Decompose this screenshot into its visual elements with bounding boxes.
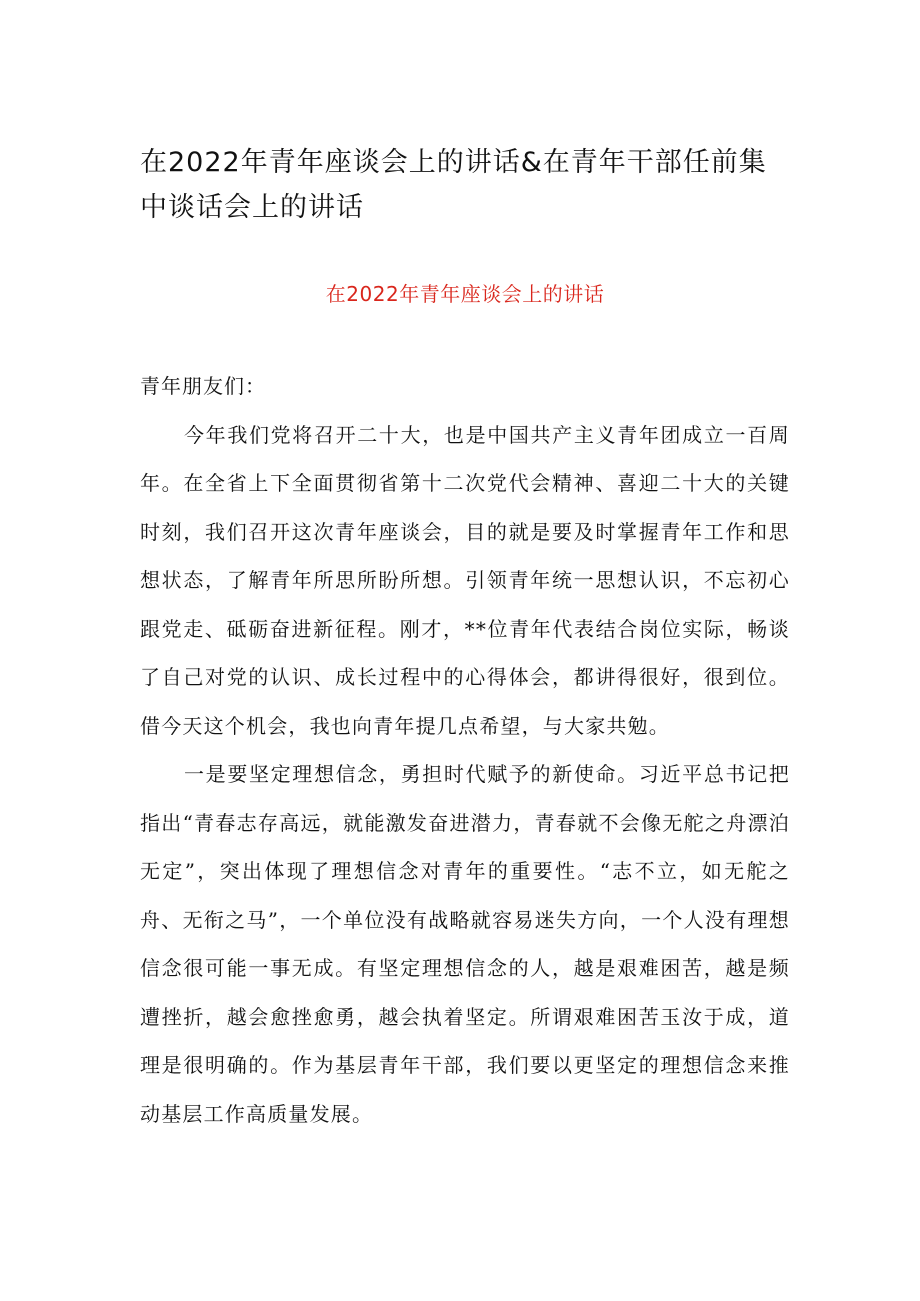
document-title: 在2022年青年座谈会上的讲话&在青年干部任前集中谈话会上的讲话	[140, 147, 767, 223]
document-body	[140, 362, 790, 1138]
paragraph-1: 今年我们党将召开二十大，也是中国共产主义青年团成立一百周年。在全省上下全面贯彻省第十二次党代会精神、喜迎二十大的关键时刻，我们召开这次青年座谈会，目的就是要及时掌握青年工作和思想状态，了解青年所思所盼所想。引领青年统一思想认识，不忘初心跟党走、砥砺奋进新征程。刚才，**位青年代表结合岗位实际，畅谈了自己对党的认识、成长过程中的心得体会，都讲得很好，很到位。借今天这个机会，我也向青年提几点希望，与大家共勉。	[140, 422, 790, 738]
section-title: 在2022年青年座谈会上的讲话	[325, 282, 605, 306]
salutation: 青年朋友们：	[140, 374, 266, 398]
paragraph-2: 一是要坚定理想信念，勇担时代赋予的新使命。习近平总书记把指出“青春志存高远，就能激发奋进潜力，青春就不会像无舵之舟漂泊无定”，突出体现了理想信念对青年的重要性。“志不立，如无舵之舟、无衔之马”，一个单位没有战略就容易迷失方向，一个人没有理想信念很可能一事无成。有坚定理想信念的人，越是艰难困苦，越是频遭挫折，越会愈挫愈勇，越会执着坚定。所谓艰难困苦玉汝于成，道理是很明确的。作为基层青年干部，我们要以更坚定的理想信念来推动基层工作高质量发展。	[140, 762, 790, 1126]
